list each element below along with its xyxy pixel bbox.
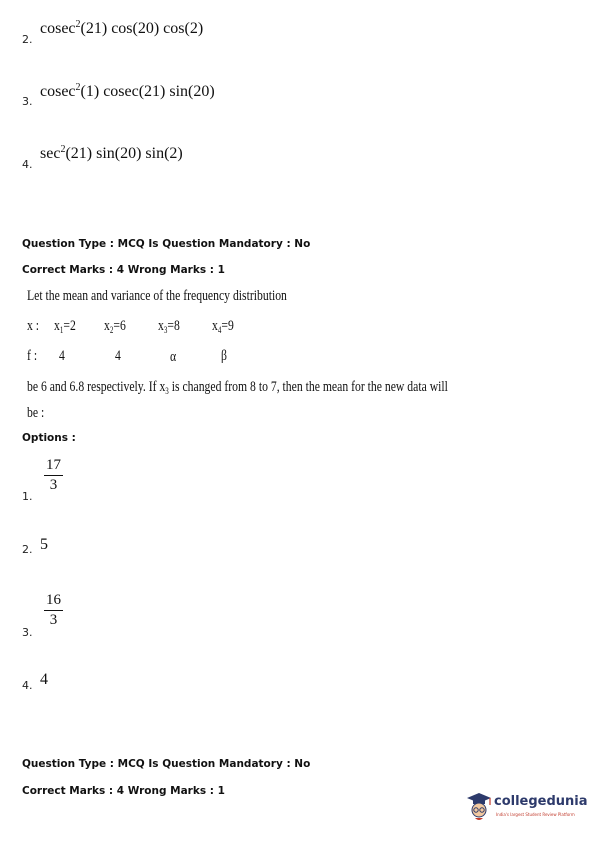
question-body-line: be 6 and 6.8 respectively. If $x_3$ is changed from 8 to 7, then the mean for the new data will bbox=[27, 379, 448, 396]
brand-name: collegedunia bbox=[494, 794, 588, 809]
f-value: α bbox=[170, 349, 177, 365]
f-value: 4 bbox=[115, 348, 121, 364]
option-value: 4 bbox=[40, 671, 48, 688]
options-label: Options : bbox=[22, 432, 76, 444]
marks-line: Correct Marks : 4 Wrong Marks : 1 bbox=[22, 785, 225, 797]
option-number: 4. bbox=[22, 158, 33, 171]
option-number: 3. bbox=[22, 626, 33, 639]
x-value: $x_4=9$ bbox=[212, 318, 234, 335]
fraction-bar bbox=[44, 610, 63, 611]
question-type-line: Question Type : MCQ Is Question Mandatory : No bbox=[22, 238, 311, 250]
question-body-line: be : bbox=[27, 405, 45, 421]
option-fraction bbox=[44, 592, 63, 629]
fraction-denominator: 3 bbox=[49, 612, 58, 628]
x-row-label: x : bbox=[27, 318, 40, 334]
question-type-line: Question Type : MCQ Is Question Mandatory : No bbox=[22, 758, 311, 770]
option-expression: cosec$^2$(21) cos(20) cos(2) bbox=[40, 19, 204, 37]
f-value: 4 bbox=[59, 348, 65, 364]
brand-tagline: India's largest Student Review Platform bbox=[496, 812, 575, 817]
fraction-numerator: 16 bbox=[46, 592, 61, 608]
question-intro: Let the mean and variance of the frequency distribution bbox=[27, 288, 287, 304]
option-number: 1. bbox=[22, 490, 33, 503]
fraction-denominator: 3 bbox=[49, 477, 58, 493]
x-value: $x_1=2$ bbox=[54, 318, 76, 335]
option-fraction bbox=[44, 457, 63, 494]
option-number: 3. bbox=[22, 95, 33, 108]
option-number: 2. bbox=[22, 543, 33, 556]
fraction-numerator: 17 bbox=[46, 457, 61, 473]
option-expression: $\sec^2(21)$ sin(20) sin(2) bbox=[40, 144, 183, 162]
option-expression: cosec$^2$(1) cosec(21) sin(20) bbox=[40, 82, 215, 100]
fraction-bar bbox=[44, 475, 63, 476]
graduate-mascot-icon bbox=[466, 792, 492, 822]
collegedunia-watermark bbox=[466, 788, 588, 828]
x-value: $x_3=8$ bbox=[158, 318, 180, 335]
option-value: 5 bbox=[40, 536, 48, 553]
x-value: $x_2=6$ bbox=[104, 318, 126, 335]
f-row-label: f : bbox=[27, 348, 38, 364]
option-number: 2. bbox=[22, 33, 33, 46]
option-number: 4. bbox=[22, 679, 33, 692]
marks-line: Correct Marks : 4 Wrong Marks : 1 bbox=[22, 264, 225, 276]
f-value: β bbox=[221, 348, 227, 364]
